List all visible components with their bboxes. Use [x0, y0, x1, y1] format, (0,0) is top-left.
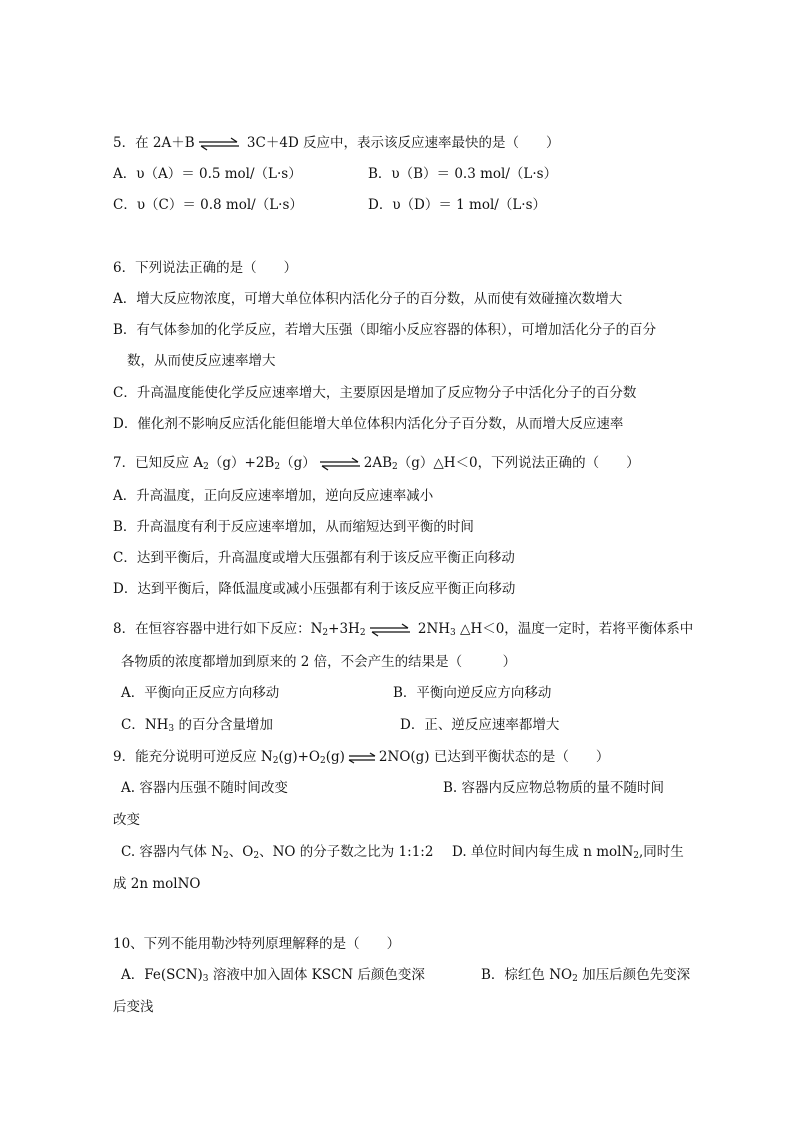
q10-option-a: A．$Fe(SCN)_3$ 溶液中加入固体 KSCN 后颜色变深: [121, 967, 425, 984]
q6-option-b-cont: 数，从而使反应速率增大: [127, 353, 276, 369]
q6-option-d: D．催化剂不影响反应活化能但能增大单位体积内活化分子百分数，从而增大反应速率: [113, 416, 624, 432]
q7-stem: 7．已知反应 $A_2(g)+2B_2(g)$ $2AB_2(g)\triangle H<0$，下列说法正确的（ ）: [113, 455, 640, 472]
q9-option-b-cont: 改变: [113, 812, 140, 828]
q9-option-b: B. 容器内反应物总物质的量不随时间: [443, 780, 665, 796]
q8-option-b: B．平衡向逆反应方向移动: [393, 685, 552, 701]
q6-option-b: B．有气体参加的化学反应，若增大压强（即缩小反应容器的体积），可增加活化分子的百分: [113, 322, 657, 338]
q8-option-c: C．$NH_3$ 的百分含量增加: [121, 717, 273, 734]
q8-stem: 8．在恒容容器中进行如下反应：$N_2+3H_2$ $2NH_3$ △H＜0，温度一定时，若将平衡体系中: [113, 621, 694, 638]
equilibrium-arrow-icon: [197, 137, 241, 151]
q5-option-d: D．υ（D）＝ 1 mol/（L·s）: [368, 197, 547, 213]
q6-stem: 6．下列说法正确的是（ ）: [113, 260, 298, 276]
q7-option-c: C．达到平衡后，升高温度或增大压强都有利于该反应平衡正向移动: [113, 550, 515, 566]
q10-stem: 10、下列不能用勒沙特列原理解释的是（ ）: [113, 936, 401, 952]
q5-option-b: B．υ（B）＝ 0.3 mol/（L·s）: [368, 166, 558, 182]
q5-stem: 5．在 2A＋B 3C＋4D 反应中，表示该反应速率最快的是（ ）: [113, 135, 560, 151]
reversible-arrow-icon: [347, 751, 377, 765]
equilibrium-arrow-icon: [318, 457, 362, 471]
q6-option-a: A．增大反应物浓度，可增大单位体积内活化分子的百分数，从而使有效碰撞次数增大: [113, 291, 623, 307]
q10-option-b-cont: 后变浅: [113, 999, 154, 1015]
q9-option-d-cont: 成 2n molNO: [113, 876, 201, 892]
q7-option-a: A．升高温度，正向反应速率增加，逆向反应速率减小: [113, 488, 434, 504]
equilibrium-arrow-icon: [368, 623, 412, 637]
q8-option-a: A．平衡向正反应方向移动: [121, 685, 280, 701]
q7-option-b: B．升高温度有利于反应速率增加，从而缩短达到平衡的时间: [113, 519, 474, 535]
q10-option-b: B．棕红色 $NO_2$ 加压后颜色先变深: [481, 967, 691, 984]
q8-option-d: D．正、逆反应速率都增大: [400, 717, 560, 733]
q5-option-c: C．υ（C）＝ 0.8 mol/（L·s）: [113, 197, 303, 213]
q9-stem: 9．能充分说明可逆反应 $N_2(g)+O_2(g)$ 2NO(g) 已达到平衡状态的是（ ）: [113, 749, 610, 766]
q5-option-a: A．υ（A）＝ 0.5 mol/（L·s）: [113, 166, 302, 182]
q7-option-d: D．达到平衡后，降低温度或减小压强都有利于该反应平衡正向移动: [113, 581, 516, 597]
q6-option-c: C．升高温度能使化学反应速率增大，主要原因是增加了反应物分子中活化分子的百分数: [113, 385, 637, 401]
q8-stem-cont: 各物质的浓度都增加到原来的 2 倍，不会产生的结果是（ ）: [121, 654, 517, 670]
q9-option-d: D. 单位时间内每生成 n molN$_2$,同时生: [452, 844, 684, 861]
q9-option-c: C. 容器内气体 $N_2$、$O_2$、NO 的分子数之比为 1:1:2: [121, 844, 434, 861]
q9-option-a: A. 容器内压强不随时间改变: [121, 780, 288, 796]
